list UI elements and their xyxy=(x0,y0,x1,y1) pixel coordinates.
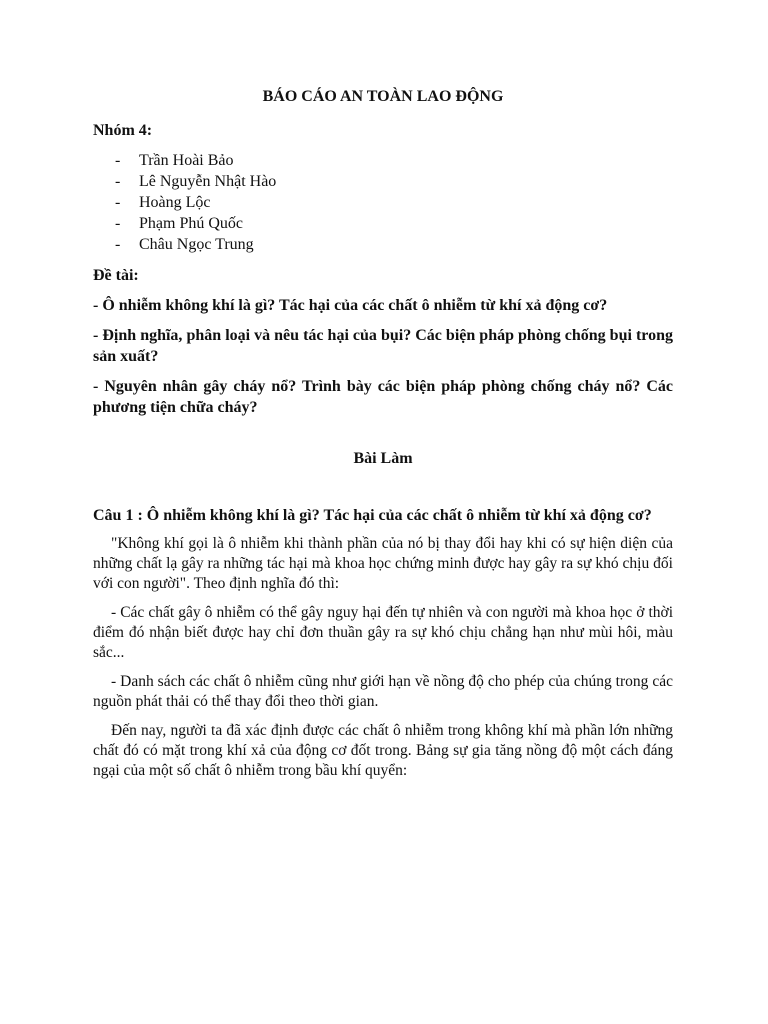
list-marker: - xyxy=(115,194,121,211)
list-marker: - xyxy=(115,152,121,169)
topic-item-2: - Định nghĩa, phân loại và nêu tác hại của bụi? Các biện pháp phòng chống bụi trong sản xuất? xyxy=(93,327,673,365)
paragraph-limits: - Danh sách các chất ô nhiễm cũng như giới hạn về nồng độ cho phép của chúng trong các nguồn phát thải có thể thay đổi theo thời gian. xyxy=(93,673,673,710)
question-1-heading: Câu 1 : Ô nhiễm không khí là gì? Tác hại của các chất ô nhiễm từ khí xả động cơ? xyxy=(93,507,652,524)
paragraph-harm: - Các chất gây ô nhiễm có thể gây nguy hại đến tự nhiên và con người mà khoa học ở thời điểm đó nhận biết được hay chỉ đơn thuần gây ra sự khó chịu chẳng hạn như mùi hôi, màu sắc... xyxy=(93,604,673,661)
topic-label: Đề tài: xyxy=(93,267,139,284)
group-label: Nhóm 4: xyxy=(93,122,153,139)
member-list xyxy=(93,150,673,255)
list-marker: - xyxy=(115,215,121,232)
member-item xyxy=(93,171,673,192)
member-name: Lê Nguyễn Nhật Hào xyxy=(139,173,277,190)
member-item xyxy=(93,192,673,213)
member-item xyxy=(93,234,673,255)
document-content xyxy=(93,86,673,790)
topic-item-1: - Ô nhiễm không khí là gì? Tác hại của các chất ô nhiễm từ khí xả động cơ? xyxy=(93,297,608,314)
member-name: Trần Hoài Bảo xyxy=(139,152,234,169)
member-name: Phạm Phú Quốc xyxy=(139,215,243,232)
member-item xyxy=(93,150,673,171)
section-title: Bài Làm xyxy=(353,450,413,467)
list-marker: - xyxy=(115,173,121,190)
list-marker: - xyxy=(115,236,121,253)
member-item xyxy=(93,213,673,234)
paragraph-definition: "Không khí gọi là ô nhiễm khi thành phần của nó bị thay đổi hay khi có sự hiện diện của những chất lạ gây ra những tác hại mà khoa học chứng minh được hay gây ra sự khó chịu đối với con người". Theo định nghĩa đó thì: xyxy=(93,535,673,592)
paragraph-engine-exhaust: Đến nay, người ta đã xác định được các chất ô nhiễm trong không khí mà phần lớn những chất đó có mặt trong khí xả của động cơ đốt trong. Bảng sự gia tăng nồng độ một cách đáng ngại của một số chất ô nhiễm trong bầu khí quyển: xyxy=(93,722,673,779)
topic-item-3: - Nguyên nhân gây cháy nổ? Trình bày các biện pháp phòng chống cháy nổ? Các phương tiện chữa cháy? xyxy=(93,378,673,416)
document-title: BÁO CÁO AN TOÀN LAO ĐỘNG xyxy=(262,88,504,105)
member-name: Châu Ngọc Trung xyxy=(139,236,254,253)
member-name: Hoàng Lộc xyxy=(139,194,211,211)
